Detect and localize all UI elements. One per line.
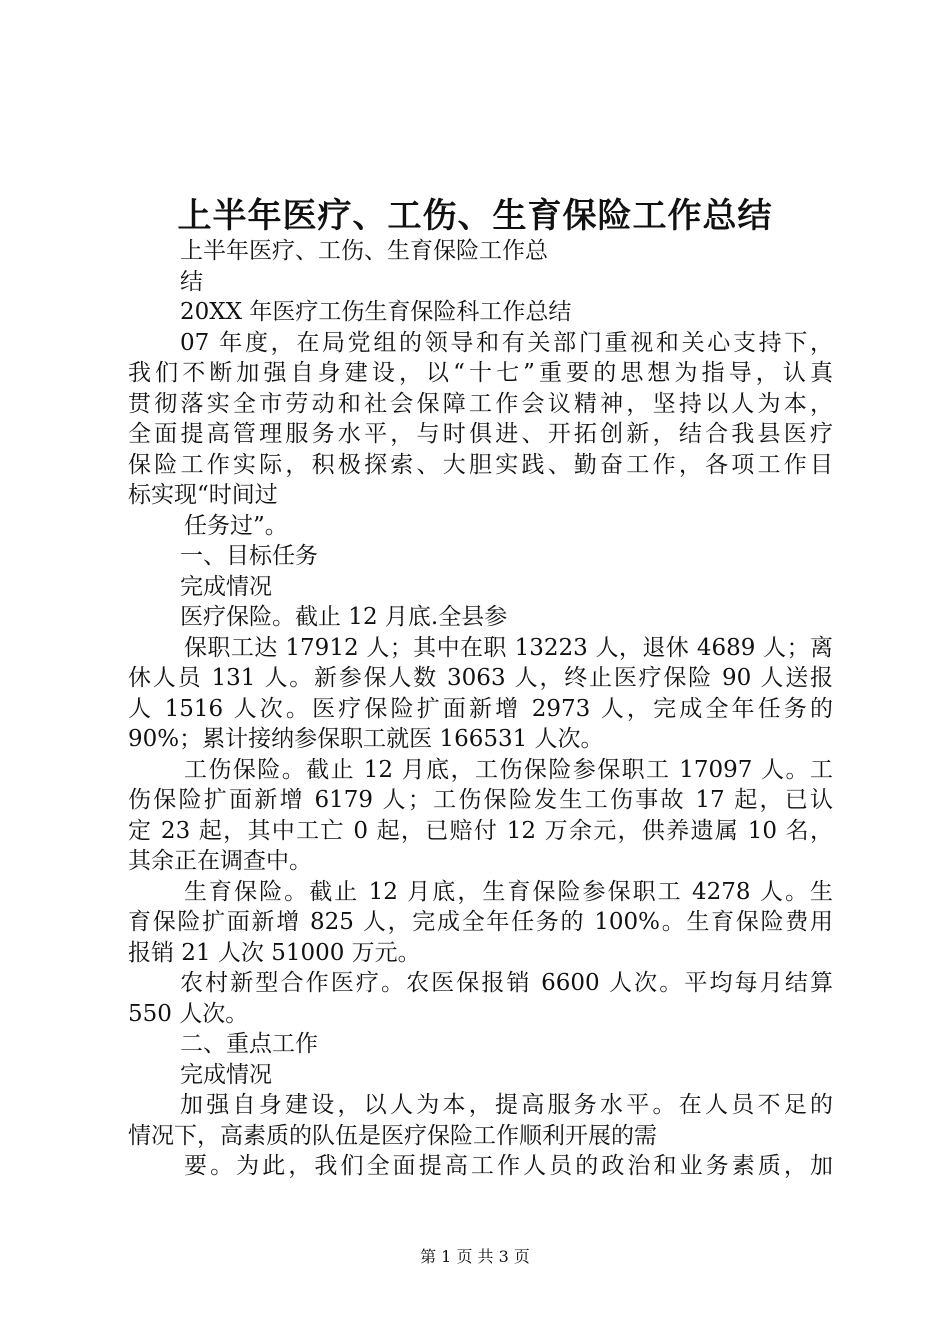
text-line: 完成情况 xyxy=(180,573,272,600)
text-line: 90%；累计接纳参保职工就医 166531 人次。 xyxy=(128,726,604,752)
text-line: 其余正在调查中。 xyxy=(128,848,312,874)
text-line: 全面提高管理服务水平，与时俱进、开拓创新，结合我县医疗 xyxy=(128,421,833,447)
text-line: 定 23 起，其中工亡 0 起，已赔付 12 万余元，供养遗属 10 名， xyxy=(128,817,833,844)
text-line: 休人员 131 人。新参保人数 3063 人，终止医疗保险 90 人送报 xyxy=(128,665,833,691)
text-line: 完成情况 xyxy=(180,1061,272,1088)
text-line: 保险工作实际，积极探索、大胆实践、勤奋工作，各项工作目 xyxy=(128,451,833,478)
text-line: 结 xyxy=(180,268,203,295)
text-line: 医疗保险。截止 12 月底.全县参 xyxy=(180,604,508,630)
document-body xyxy=(128,236,833,1182)
text-line: 育保险扩面新增 825 人，完成全年任务的 100%。生育保险费用 xyxy=(128,909,833,935)
text-line: 550 人次。 xyxy=(128,1000,249,1027)
text-line: 任务过”。 xyxy=(184,512,288,539)
text-line: 报销 21 人次 51000 万元。 xyxy=(128,939,421,966)
text-line: 情况下，高素质的队伍是医疗保险工作顺利开展的需 xyxy=(128,1122,657,1149)
text-line: 生育保险。截止 12 月底，生育保险参保职工 4278 人。生 xyxy=(184,878,833,905)
page-number-footer: 第 1 页 共 3 页 xyxy=(420,1247,530,1266)
text-line: 贯彻落实全市劳动和社会保障工作会议精神，坚持以人为本， xyxy=(128,390,833,417)
text-line: 上半年医疗、工伤、生育保险工作总 xyxy=(180,238,548,264)
text-line: 伤保险扩面新增 6179 人；工伤保险发生工伤事故 17 起，已认 xyxy=(128,787,833,813)
text-line: 我们不断加强自身建设，以“十七”重要的思想为指导，认真 xyxy=(128,360,833,386)
text-line: 人 1516 人次。医疗保险扩面新增 2973 人，完成全年任务的 xyxy=(128,695,833,722)
text-line: 标实现“时间过 xyxy=(128,482,278,508)
text-line: 加强自身建设，以人为本，提高服务水平。在人员不足的 xyxy=(180,1092,833,1118)
document-title: 上半年医疗、工伤、生育保险工作总结 xyxy=(177,196,773,236)
text-line: 农村新型合作医疗。农医保报销 6600 人次。平均每月结算 xyxy=(180,970,833,996)
text-line: 工伤保险。截止 12 月底，工伤保险参保职工 17097 人。工 xyxy=(184,756,833,783)
text-line: 07 年度，在局党组的领导和有关部门重视和关心支持下， xyxy=(180,329,833,356)
text-line: 二、重点工作 xyxy=(180,1031,318,1057)
text-line: 一、目标任务 xyxy=(180,543,318,569)
text-line: 保职工达 17912 人；其中在职 13223 人，退休 4689 人；离 xyxy=(184,634,833,661)
text-line: 要。为此，我们全面提高工作人员的政治和业务素质，加 xyxy=(184,1153,833,1179)
text-line: 20XX 年医疗工伤生育保险科工作总结 xyxy=(180,299,572,325)
